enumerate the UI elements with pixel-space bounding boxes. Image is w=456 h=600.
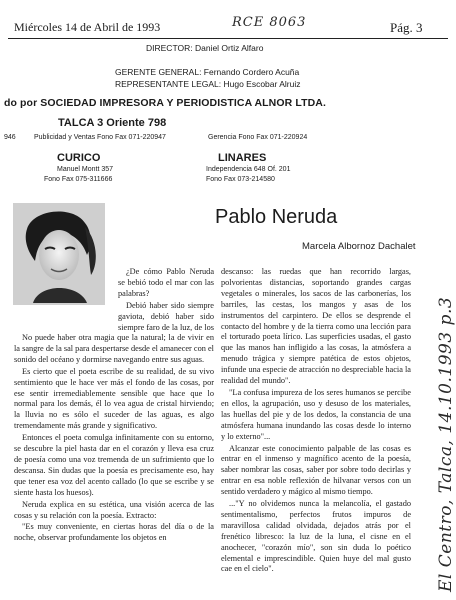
paragraph: ..."Y no olvidemos nunca la melancolía, el gastado sentimentalismo, perfectos frutos impuros de maravillosa calidad olvidada, dejados atrás por el frenético libresco: la luz de la luna, el cisne en el anochecer, "corazón mío", son sin duda lo poético elemental e imprescindible. Quien huye del mal gusto cae en el cielo". <box>221 499 411 574</box>
paragraph: "La confusa impureza de los seres humanos se percibe en ellos, la agrupación, uso y desuso de los materiales, las huellas del pie y de los dedos, la constancia de una atmósfera humana inundando las cosas desde lo interno y lo externo"... <box>221 387 411 441</box>
curico-address: Manuel Montt 357 <box>57 166 114 173</box>
date-line: Miércoles 14 de Abril de 1993 <box>14 20 161 34</box>
handwritten-reference: RCE 8063 <box>232 15 307 30</box>
article-author: Marcela Albornoz Dachalet <box>302 241 416 252</box>
right-column <box>221 267 411 593</box>
linares-address: Independencia 648 Of. 201 <box>206 166 291 173</box>
paragraph: "Es muy conveniente, en ciertas horas del día o de la noche, observar profundamente los objetos en <box>14 522 214 543</box>
paragraph: Neruda explica en su estética, una visión acerca de las cosas y su relación con la poesía. Extracto: <box>14 499 214 520</box>
talca-gerencia: Gerencia Fono Fax 071-220924 <box>208 134 308 141</box>
talca-publicidad: Publicidad y Ventas Fono Fax 071-220947 <box>34 134 166 141</box>
paragraph: Alcanzar este conocimiento palpable de las cosas es entrar en el inmenso y magnífico acento de la poesía, saber nombrar las cosas, saber por sobre todo decirlas y entrar en esa noble reflexión de hilvanar versos con un sentido verdadero y mágico al mismo tiempo. <box>221 443 411 497</box>
representante-line: REPRESENTANTE LEGAL: Hugo Escobar Alruiz <box>115 79 301 89</box>
publisher-line: do por SOCIEDAD IMPRESORA Y PERIODISTICA ALNOR LTDA. <box>4 97 326 109</box>
page-number: Pág. 3 <box>390 20 423 35</box>
curico-fono: Fono Fax 075-311666 <box>44 176 113 183</box>
curico-title: CURICO <box>57 152 101 164</box>
header-rule <box>8 38 448 39</box>
handwritten-source-note: El Centro, Talca, 14.10.1993 p.3 <box>436 296 456 592</box>
author-photo <box>13 203 105 305</box>
paragraph: ¿De cómo Pablo Neruda se bebió todo el mar con las palabras? <box>118 267 214 298</box>
talca-office: TALCA 3 Oriente 798 <box>58 117 167 129</box>
paragraph: No puede haber otra magia que la natural; la de vivir en la sangre de la sal para despertarse desde el amanecer con el sonido del océano y dormirse navegando entre sus aguas. <box>14 333 214 364</box>
article-title: Pablo Neruda <box>215 206 338 228</box>
left-column <box>14 333 214 593</box>
gerente-line: GERENTE GENERAL: Fernando Cordero Acuña <box>115 67 300 77</box>
paragraph: Es cierto que el poeta escribe de su realidad, de su vivo sentimiento que le hace ver más el fondo de las cosas, por ese sentir irremediablemente sensible que hace que lo normal para los demás, él lo vea agua de cristal hirviendo; la lluvia no es sólo el suceder de las aguas, es algo tremendamente más grande y significativo. <box>14 366 214 431</box>
director-line: DIRECTOR: Daniel Ortiz Alfaro <box>146 43 264 53</box>
left-column-top <box>118 267 214 333</box>
talca-fax-fragment: 946 <box>4 134 16 141</box>
paragraph: Debió haber sido siempre gaviota, debió haber sido siempre faro de la luz, de los <box>118 300 214 332</box>
linares-title: LINARES <box>218 152 267 164</box>
paragraph: descanso: las ruedas que han recorrido largas, polvorientas distancias, soportando grandes cargas vegetales o minerales, los sacos de las carbonerías, los barriles, las cestas, los mangos y asas de los instrumentos del carpintero. De ellos se desprende el contacto del hombre y de la tierra como una lección para el torturado poeta lírico. Las superficies usadas, el gasto que las manos han infligido a las cosas, la atmósfera a menudo trágica y siempre patética de estos objetos, infunde una especie de atracción no despreciable hacia la realidad del mundo". <box>221 267 411 386</box>
linares-fono: Fono Fax 073-214580 <box>206 176 275 183</box>
paragraph: Entonces el poeta comulga infinitamente con su entorno, se descubre la piel hasta dar en el corazón y lleva esa cruz de poesía como una voz tremenda de un sufrimiento que lo descansa. Sin dudas que la poesía es precisamente eso, hay que tener esa voz del acento callado (lo que se escribe y se siente hasta los huesos). <box>14 433 214 497</box>
